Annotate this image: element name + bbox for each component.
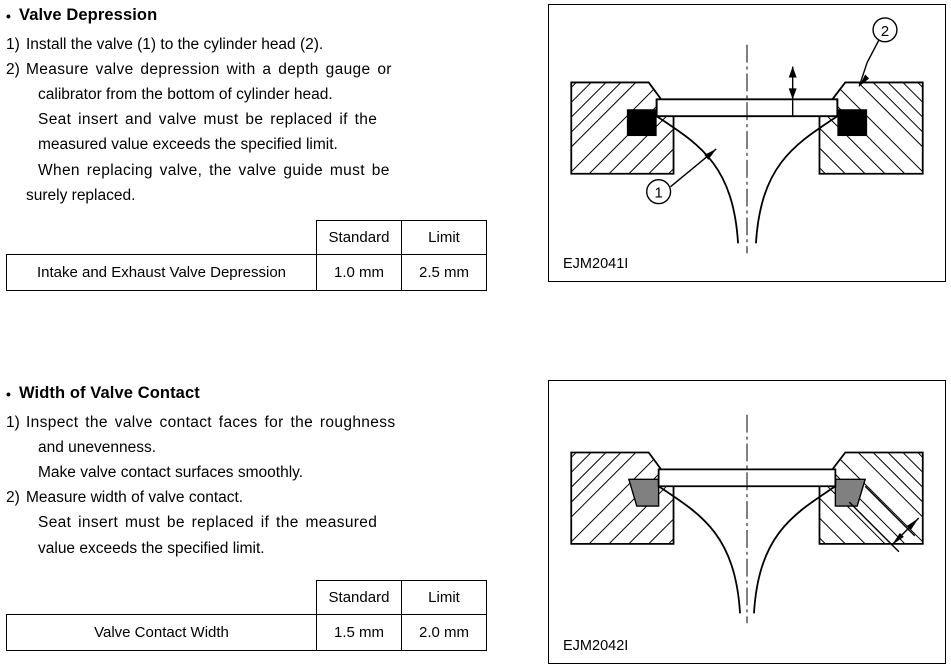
- figure-code: EJM2042I: [563, 638, 629, 654]
- step-item: [6, 57, 506, 208]
- table-cell-label: Intake and Exhaust Valve Depression: [7, 255, 317, 291]
- step-text: [26, 410, 506, 485]
- step-line: calibrator from the bottom of cylinder head.: [38, 86, 333, 104]
- figure-valve-depression: [548, 4, 946, 282]
- step-item: [6, 32, 506, 57]
- section-width-of-valve-contact: [6, 384, 506, 561]
- step-item: [6, 485, 506, 560]
- table-cell-limit: 2.0 mm: [402, 615, 487, 651]
- valve-depression-diagram: [549, 5, 945, 281]
- step-line: Measure valve depression with a depth gauge or: [26, 61, 392, 79]
- bullet-icon: •: [6, 385, 12, 402]
- table-row: [7, 615, 487, 651]
- step-line: surely replaced.: [26, 186, 136, 204]
- step-line: Make valve contact surfaces smoothly.: [38, 464, 304, 482]
- table-header-standard: Standard: [317, 581, 402, 615]
- table-header-standard: Standard: [317, 221, 402, 255]
- table-header-blank: [7, 221, 317, 255]
- step-item: [6, 410, 506, 485]
- table-cell-label: Valve Contact Width: [7, 615, 317, 651]
- bullet-icon: •: [6, 7, 12, 24]
- table-row: [7, 255, 487, 291]
- spec-table-valve-contact-width: [6, 580, 487, 651]
- section-title-text: Width of Valve Contact: [19, 384, 200, 402]
- step-line: When replacing valve, the valve guide must be: [38, 161, 390, 179]
- step-line: Inspect the valve contact faces for the roughness: [26, 414, 396, 431]
- callout-label-2: 2: [880, 23, 890, 40]
- table-cell-standard: 1.5 mm: [317, 615, 402, 651]
- step-text: [26, 57, 506, 208]
- step-line: measured value exceeds the specified limit.: [38, 136, 338, 154]
- step-line: and unevenness.: [38, 439, 157, 457]
- step-line: Measure width of valve contact.: [26, 489, 244, 507]
- seat-insert-right: [837, 109, 867, 136]
- step-line: Seat insert and valve must be replaced if the: [38, 111, 378, 129]
- section-title-text: Valve Depression: [19, 6, 158, 24]
- seat-insert-right: [835, 479, 865, 506]
- step-line: value exceeds the specified limit.: [38, 539, 265, 557]
- step-text: [26, 32, 506, 57]
- table-header-limit: Limit: [402, 581, 487, 615]
- table-cell-standard: 1.0 mm: [317, 255, 402, 291]
- table-header-blank: [7, 581, 317, 615]
- section-title: [6, 384, 506, 403]
- step-text: [26, 485, 506, 560]
- step-number: 2): [6, 489, 20, 507]
- table-row: [7, 221, 487, 255]
- section-valve-depression: [6, 6, 506, 208]
- step-line: Install the valve (1) to the cylinder head (2).: [26, 36, 324, 53]
- step-number: 1): [6, 36, 20, 53]
- seat-insert-left: [629, 479, 659, 506]
- table-header-limit: Limit: [402, 221, 487, 255]
- seat-insert-left: [627, 109, 657, 136]
- step-number: 2): [6, 61, 20, 79]
- table-row: [7, 581, 487, 615]
- figure-valve-contact-width: [548, 380, 946, 664]
- spec-table-valve-depression: [6, 220, 487, 291]
- step-line: Seat insert must be replaced if the measured: [38, 514, 378, 532]
- step-number: 1): [6, 414, 20, 431]
- figure-code: EJM2041I: [563, 256, 629, 272]
- section-title: [6, 6, 506, 25]
- table-cell-limit: 2.5 mm: [402, 255, 487, 291]
- valve-contact-width-diagram: [549, 381, 945, 663]
- callout-label-1: 1: [654, 185, 663, 202]
